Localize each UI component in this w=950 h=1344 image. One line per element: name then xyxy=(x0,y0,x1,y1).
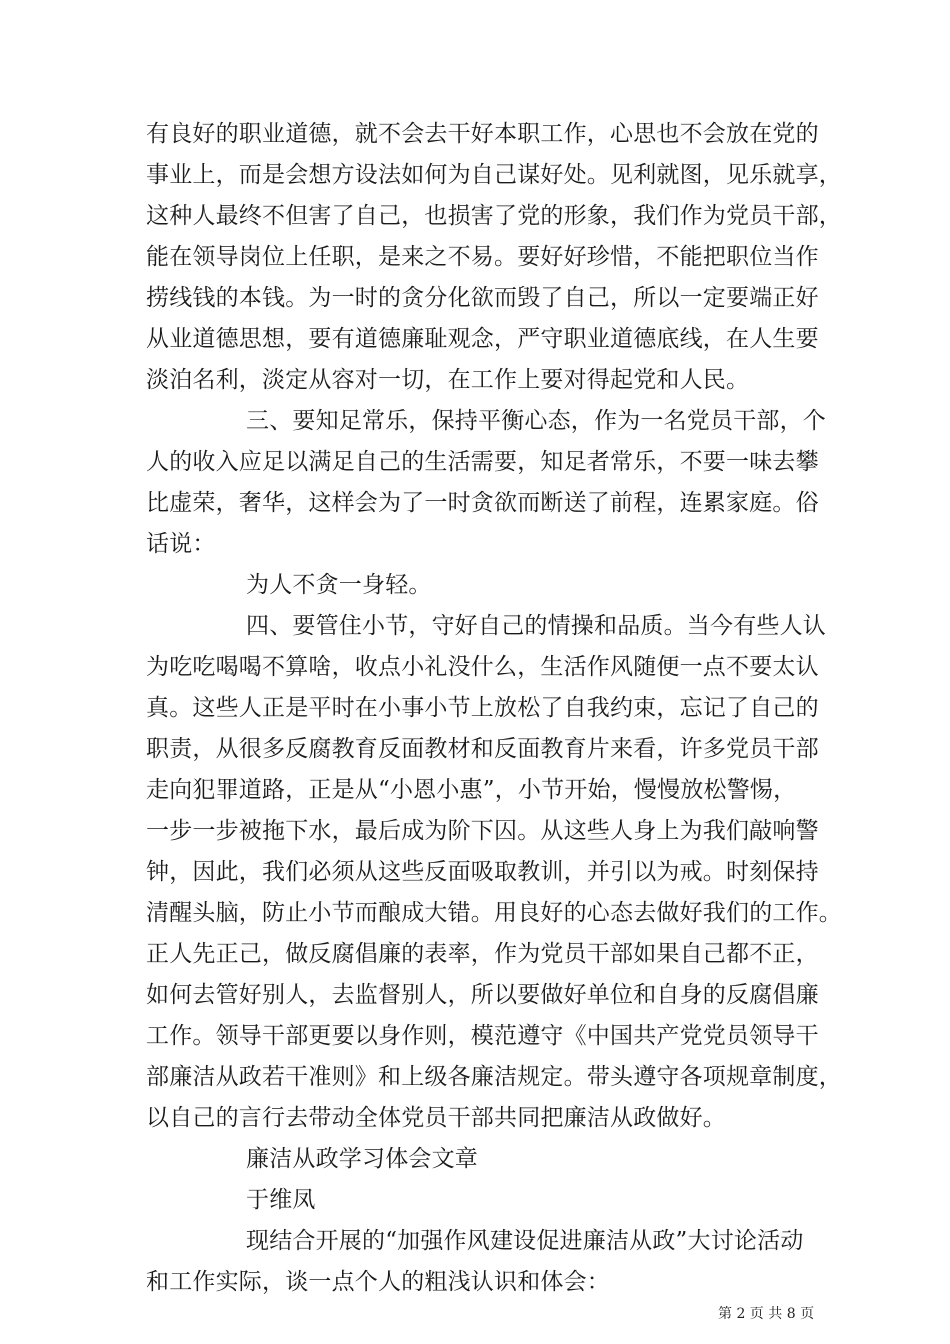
text-line: 人的收入应足以满足自己的生活需要，知足者常乐，不要一味去攀 xyxy=(146,449,819,475)
text-line: 正人先正己，做反腐倡廉的表率，作为党员干部如果自己都不正， xyxy=(146,941,819,967)
text-line: 真。这些人正是平时在小事小节上放松了自我约束，忘记了自己的 xyxy=(146,695,819,721)
text-line: 走向犯罪道路，正是从“小恩小惠”，小节开始，慢慢放松警惕， xyxy=(146,777,797,803)
article-title: 廉洁从政学习体会文章 xyxy=(246,1146,478,1172)
page-number-footer: 第 2 页 共 8 页 xyxy=(718,1306,815,1322)
text-line: 为吃吃喝喝不算啥，收点小礼没什么，生活作风随便一点不要太认 xyxy=(146,654,819,680)
text-line: 钟，因此，我们必须从这些反面吸取教训，并引以为戒。时刻保持 xyxy=(146,859,819,885)
text-line: 从业道德思想，要有道德廉耻观念，严守职业道德底线，在人生要 xyxy=(146,326,819,352)
text-line: 工作。领导干部更要以身作则，模范遵守《中国共产党党员领导干 xyxy=(146,1023,819,1049)
text-line: 这种人最终不但害了自己，也损害了党的形象，我们作为党员干部， xyxy=(146,203,842,229)
paragraph-start-line: 三、要知足常乐，保持平衡心态，作为一名党员干部，个 xyxy=(246,408,826,434)
text-line: 一步一步被拖下水，最后成为阶下囚。从这些人身上为我们敲响警 xyxy=(146,818,819,844)
text-line: 能在领导岗位上任职，是来之不易。要好好珍惜，不能把职位当作 xyxy=(146,244,819,270)
quote-line: 为人不贪一身轻。 xyxy=(246,572,432,598)
text-line: 清醒头脑，防止小节而酿成大错。用良好的心态去做好我们的工作。 xyxy=(146,900,842,926)
text-line: 淡泊名利，淡定从容对一切，在工作上要对得起党和人民。 xyxy=(146,367,750,393)
text-line: 职责，从很多反腐教育反面教材和反面教育片来看，许多党员干部 xyxy=(146,736,819,762)
text-line: 如何去管好别人，去监督别人，所以要做好单位和自身的反腐倡廉 xyxy=(146,982,819,1008)
text-line: 话说： xyxy=(146,531,216,557)
article-author: 于维凤 xyxy=(246,1187,316,1213)
text-line: 以自己的言行去带动全体党员干部共同把廉洁从政做好。 xyxy=(146,1105,726,1131)
text-line: 比虚荣，奢华，这样会为了一时贪欲而断送了前程，连累家庭。俗 xyxy=(146,490,819,516)
text-line: 捞线钱的本钱。为一时的贪分化欲而毁了自己，所以一定要端正好 xyxy=(146,285,819,311)
text-line: 和工作实际，谈一点个人的粗浅认识和体会： xyxy=(146,1269,610,1295)
text-line: 部廉洁从政若干准则》和上级各廉洁规定。带头遵守各项规章制度， xyxy=(146,1064,842,1090)
text-line: 事业上，而是会想方设法如何为自己谋好处。见利就图，见乐就享， xyxy=(146,162,842,188)
text-line: 有良好的职业道德，就不会去干好本职工作，心思也不会放在党的 xyxy=(146,121,819,147)
paragraph-start-line: 四、要管住小节，守好自己的情操和品质。当今有些人认 xyxy=(246,613,826,639)
paragraph-start-line: 现结合开展的“加强作风建设促进廉洁从政”大讨论活动 xyxy=(246,1228,804,1254)
